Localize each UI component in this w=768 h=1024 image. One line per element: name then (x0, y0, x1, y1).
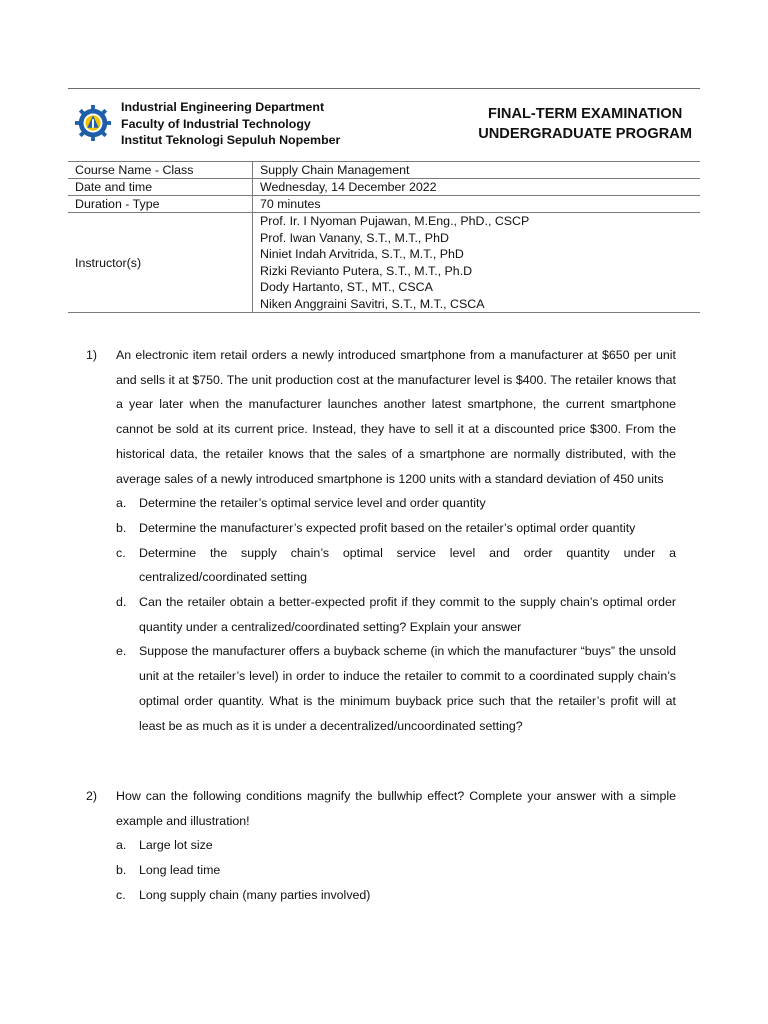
question-part (116, 491, 676, 516)
table-row (68, 162, 700, 179)
instructor-label: Instructor(s) (68, 213, 253, 313)
date-label: Date and time (68, 179, 253, 196)
part-label: c. (116, 887, 126, 902)
course-name-value: Supply Chain Management (253, 162, 701, 179)
part-text: Large lot size (139, 838, 213, 853)
date-value: Wednesday, 14 December 2022 (253, 179, 701, 196)
part-label: b. (116, 863, 127, 878)
department-name: Industrial Engineering Department (121, 100, 325, 114)
exam-title-line-2: UNDERGRADUATE PROGRAM (478, 126, 692, 142)
instructor-name: Niken Anggraini Savitri, S.T., M.T., CSCA (260, 296, 485, 311)
course-name-label: Course Name - Class (68, 162, 253, 179)
instructor-list (253, 213, 701, 313)
document-header (68, 99, 700, 157)
question-part (116, 541, 676, 590)
question-number: 1) (86, 348, 98, 362)
question-number: 2) (86, 789, 98, 803)
duration-label: Duration - Type (68, 196, 253, 213)
instructor-name: Rizki Revianto Putera, S.T., M.T., Ph.D (260, 263, 473, 278)
part-label: a. (116, 496, 127, 511)
exam-title (478, 104, 692, 144)
part-text: Determine the retailer’s optimal service level and order quantity (139, 496, 486, 511)
top-rule (68, 88, 700, 89)
question-part (116, 858, 676, 883)
part-label: d. (116, 595, 127, 610)
part-text: Determine the supply chain’s optimal service level and order quantity under a centralized/coordinated setting (139, 545, 676, 585)
exam-title-line-1: FINAL-TERM EXAMINATION (487, 106, 683, 122)
question-text: How can the following conditions magnify the bullwhip effect? Complete your answer with a simple example and illustration! (116, 789, 676, 828)
part-text: Determine the manufacturer’s expected profit based on the retailer’s optimal order quantity (139, 520, 636, 535)
part-label: a. (116, 838, 127, 853)
part-text: Can the retailer obtain a better-expected profit if they commit to the supply chain’s optimal order quantity under a centralized/coordinated setting? Explain your answer (139, 595, 676, 634)
part-text: Long lead time (139, 863, 221, 878)
part-label: b. (116, 520, 127, 535)
question-part (116, 590, 676, 639)
part-text: Suppose the manufacturer offers a buyback scheme (in which the manufacturer “buys” the unsold unit at the retailer’s level) in order to induce the retailer to commit to a coordinated supply chain’s optimal order quantity. What is the minimum buyback price such that the retailer’s profit will at least be as much as it is under a decentralized/uncoordinated setting? (139, 644, 676, 733)
question-1 (86, 343, 676, 738)
question-text: An electronic item retail orders a newly introduced smartphone from a manufacturer at $650 per unit and sells it at $750. The unit production cost at the manufacturer level is $400. The retailer knows that a year later when the manufacturer launches another latest smartphone, the current smartphone cannot be sold at its current price. Instead, they have to sell it at a discounted price $300. From the historical data, the retailer knows that the sales of a smartphone are normally distributed, with the average sales of a newly introduced smartphone is 1200 units with a standard deviation of 450 units (116, 348, 676, 486)
instructor-name: Prof. Iwan Vanany, S.T., M.T., PhD (260, 230, 449, 245)
part-label: e. (116, 644, 127, 659)
faculty-name: Faculty of Industrial Technology (121, 116, 311, 131)
course-info-table (68, 161, 700, 313)
part-text: Long supply chain (many parties involved) (139, 887, 371, 902)
table-row (68, 213, 700, 313)
its-logo-icon (74, 104, 112, 142)
table-row (68, 196, 700, 213)
question-part (116, 883, 676, 908)
table-row (68, 179, 700, 196)
institute-name: Institut Teknologi Sepuluh Nopember (121, 133, 341, 147)
question-part (116, 639, 676, 738)
instructor-name: Dody Hartanto, ST., MT., CSCA (260, 280, 433, 294)
instructor-name: Prof. Ir. I Nyoman Pujawan, M.Eng., PhD., CSCP (260, 214, 530, 228)
question-part (116, 833, 676, 858)
instructor-name: Niniet Indah Arvitrida, S.T., M.T., PhD (260, 247, 464, 261)
question-part (116, 516, 676, 541)
duration-value: 70 minutes (253, 196, 701, 213)
part-label: c. (116, 545, 126, 560)
institution-block (121, 99, 340, 149)
question-2 (86, 784, 676, 908)
